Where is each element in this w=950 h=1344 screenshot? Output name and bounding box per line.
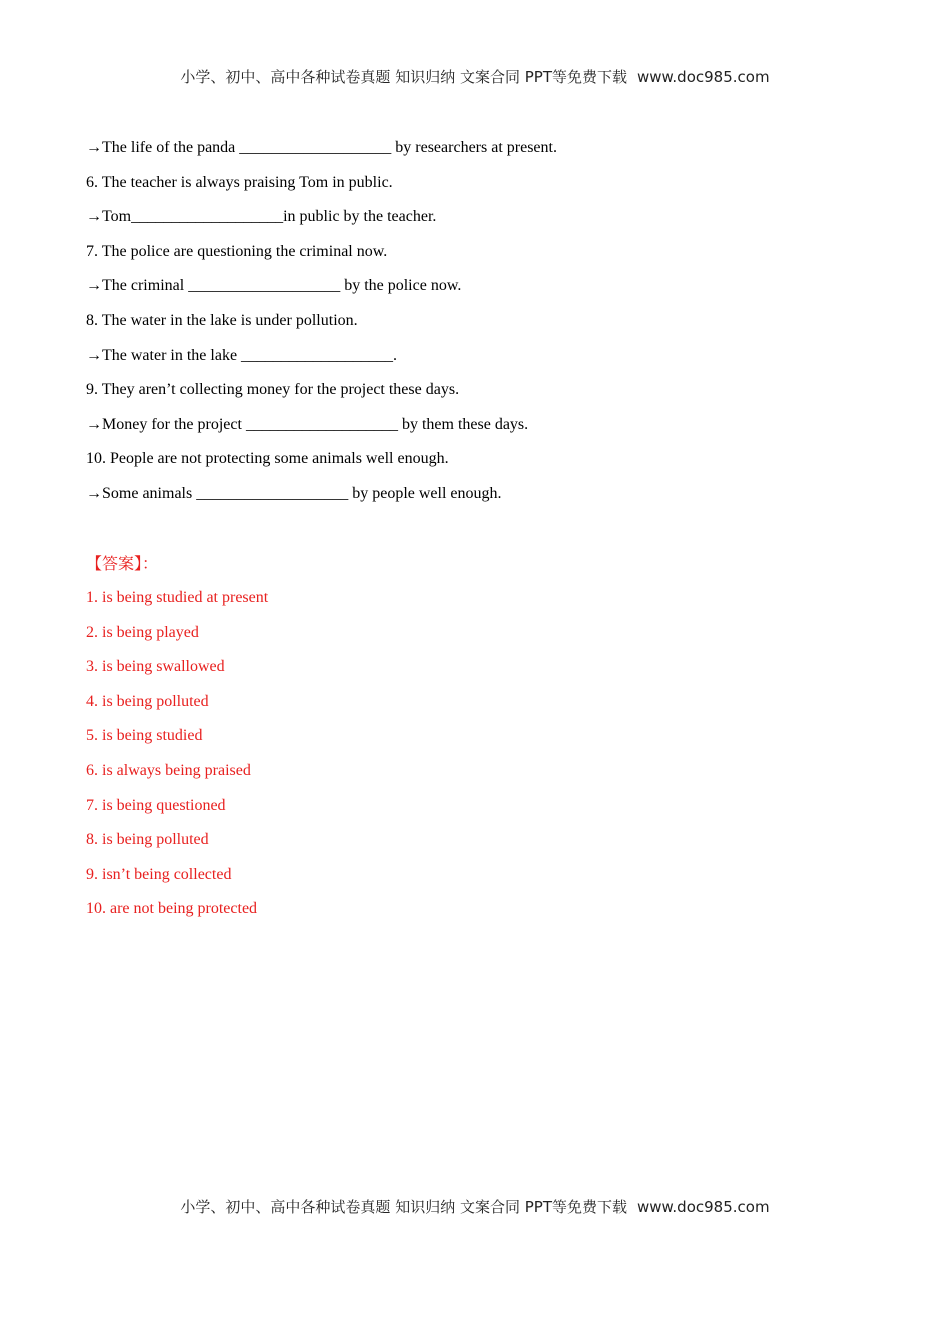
answer-item: 4. is being polluted [86, 692, 209, 710]
exercise-body [86, 136, 866, 517]
exercise-line: →Some animals ___________________ by people well enough. [86, 484, 502, 502]
answer-item: 7. is being questioned [86, 796, 226, 814]
exercise-line: 8. The water in the lake is under pollution. [86, 311, 358, 329]
exercise-line: →The water in the lake ___________________. [86, 346, 398, 364]
exercise-line: 10. People are not protecting some animals well enough. [86, 450, 449, 468]
answer-item: 5. is being studied [86, 727, 203, 745]
page-header [0, 66, 950, 87]
answer-title: 【答案】： [86, 554, 159, 573]
header-text: 小学、初中、高中各种试卷真题 知识归纳 文案合同 PPT等免费下载 [180, 68, 627, 86]
exercise-line: →The life of the panda ___________________ by researchers at present. [86, 139, 557, 156]
exercise-line: 7. The police are questioning the criminal now. [86, 242, 388, 260]
exercise-line: →The criminal ___________________ by the police now. [86, 277, 462, 295]
exercise-line: →Money for the project ___________________ by them these days. [86, 415, 529, 433]
answer-item: 10. are not being protected [86, 900, 258, 918]
answer-item: 6. is always being praised [86, 761, 251, 779]
exercise-line: →Tom___________________in public by the teacher. [86, 208, 437, 226]
footer-text: 小学、初中、高中各种试卷真题 知识归纳 文案合同 PPT等免费下载 [180, 1198, 627, 1216]
answer-item: 1. is being studied at present [86, 589, 269, 606]
answer-item: 3. is being swallowed [86, 658, 225, 676]
footer-url[interactable]: www.doc985.com [636, 1198, 770, 1216]
exercise-line: 9. They aren’t collecting money for the project these days. [86, 381, 460, 399]
answer-item: 2. is being played [86, 623, 199, 641]
answer-item: 8. is being polluted [86, 831, 209, 849]
page-footer [0, 1196, 950, 1217]
header-url[interactable]: www.doc985.com [636, 68, 770, 86]
answer-item: 9. isn’t being collected [86, 865, 232, 883]
answer-section [86, 552, 866, 932]
exercise-line: 6. The teacher is always praising Tom in public. [86, 173, 393, 191]
